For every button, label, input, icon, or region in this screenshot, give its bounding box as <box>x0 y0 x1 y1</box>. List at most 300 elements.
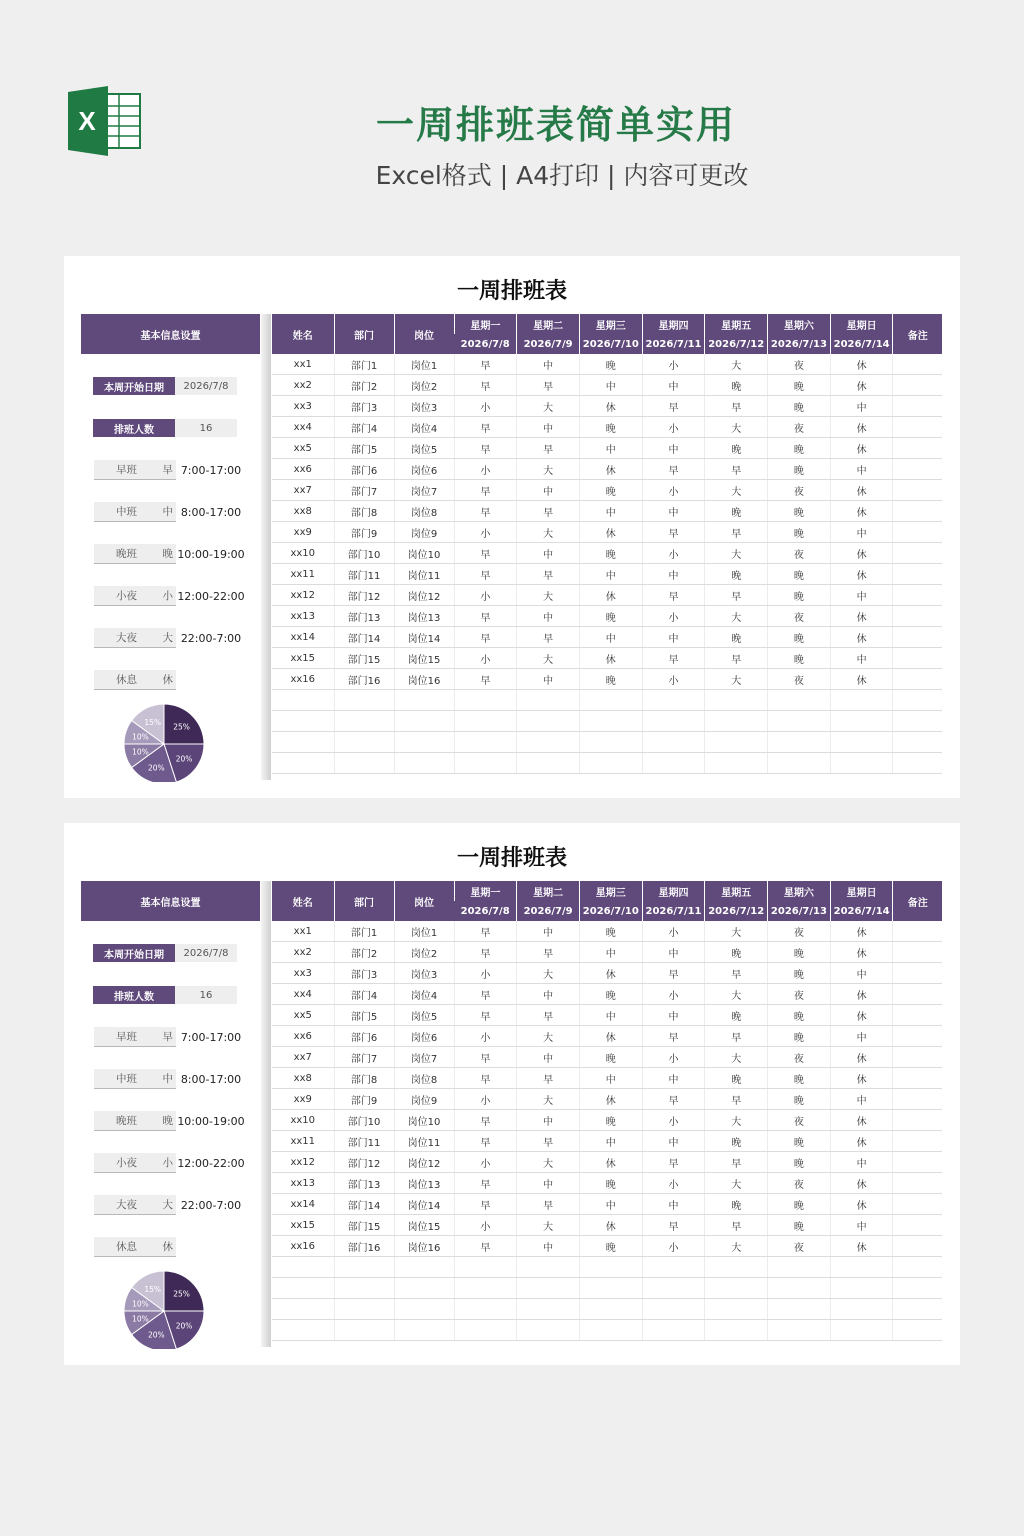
table-cell[interactable]: 早 <box>454 984 517 1005</box>
table-cell[interactable]: 晚 <box>768 1089 831 1110</box>
table-cell[interactable]: 部门15 <box>334 1215 394 1236</box>
table-cell[interactable]: 晚 <box>705 375 768 396</box>
table-cell[interactable] <box>642 1257 705 1278</box>
table-cell[interactable] <box>893 1194 942 1215</box>
table-cell[interactable]: 中 <box>642 942 705 963</box>
table-cell[interactable]: 中 <box>642 438 705 459</box>
shift-time[interactable]: 8:00-17:00 <box>180 505 242 519</box>
table-cell[interactable]: 小 <box>454 396 517 417</box>
table-cell[interactable] <box>517 1299 580 1320</box>
table-cell[interactable]: 休 <box>579 1089 642 1110</box>
table-cell[interactable]: 大 <box>705 984 768 1005</box>
table-cell[interactable]: xx12 <box>272 585 334 606</box>
table-cell[interactable]: 休 <box>830 438 893 459</box>
table-cell[interactable] <box>394 1257 454 1278</box>
table-cell[interactable]: 早 <box>454 1110 517 1131</box>
table-cell[interactable]: 中 <box>830 1026 893 1047</box>
table-cell[interactable] <box>893 1068 942 1089</box>
table-cell[interactable] <box>579 690 642 711</box>
table-cell[interactable]: 大 <box>517 396 580 417</box>
table-cell[interactable]: 大 <box>705 606 768 627</box>
table-cell[interactable]: 岗位6 <box>394 459 454 480</box>
table-cell[interactable] <box>642 1320 705 1341</box>
table-cell[interactable]: 小 <box>642 669 705 690</box>
table-cell[interactable]: 休 <box>830 417 893 438</box>
start-date-value[interactable]: 2026/7/8 <box>175 377 237 395</box>
table-cell[interactable]: 中 <box>579 375 642 396</box>
table-cell[interactable] <box>454 1320 517 1341</box>
table-cell[interactable]: xx9 <box>272 522 334 543</box>
table-cell[interactable]: 休 <box>579 1026 642 1047</box>
table-cell[interactable]: xx8 <box>272 1068 334 1089</box>
table-cell[interactable]: 部门2 <box>334 375 394 396</box>
table-cell[interactable] <box>768 753 831 774</box>
table-cell[interactable]: 早 <box>517 438 580 459</box>
table-cell[interactable]: 早 <box>454 1068 517 1089</box>
table-cell[interactable]: 部门4 <box>334 417 394 438</box>
table-cell[interactable]: 小 <box>642 1110 705 1131</box>
table-cell[interactable] <box>893 438 942 459</box>
table-cell[interactable]: 休 <box>830 921 893 942</box>
table-cell[interactable] <box>768 711 831 732</box>
table-cell[interactable] <box>893 522 942 543</box>
table-cell[interactable] <box>830 1320 893 1341</box>
table-cell[interactable]: 岗位15 <box>394 648 454 669</box>
table-cell[interactable]: 早 <box>705 1215 768 1236</box>
table-cell[interactable]: 晚 <box>705 501 768 522</box>
table-cell[interactable] <box>579 1299 642 1320</box>
table-cell[interactable] <box>394 1299 454 1320</box>
table-cell[interactable]: 岗位4 <box>394 417 454 438</box>
table-cell[interactable]: 小 <box>642 1236 705 1257</box>
table-cell[interactable] <box>893 480 942 501</box>
table-cell[interactable]: 部门15 <box>334 648 394 669</box>
table-cell[interactable] <box>893 1320 942 1341</box>
table-cell[interactable]: xx6 <box>272 459 334 480</box>
table-cell[interactable]: 休 <box>579 522 642 543</box>
table-cell[interactable]: 小 <box>454 459 517 480</box>
table-cell[interactable]: 中 <box>517 417 580 438</box>
table-cell[interactable]: xx1 <box>272 921 334 942</box>
table-cell[interactable] <box>272 1320 334 1341</box>
table-cell[interactable] <box>454 1278 517 1299</box>
table-cell[interactable] <box>334 1278 394 1299</box>
table-cell[interactable]: 休 <box>830 606 893 627</box>
table-cell[interactable]: 中 <box>642 1068 705 1089</box>
table-cell[interactable]: 中 <box>517 480 580 501</box>
table-cell[interactable]: 中 <box>579 1005 642 1026</box>
table-cell[interactable]: 大 <box>705 1047 768 1068</box>
table-cell[interactable]: 晚 <box>579 354 642 375</box>
table-cell[interactable]: 早 <box>642 396 705 417</box>
table-cell[interactable]: 岗位7 <box>394 480 454 501</box>
table-cell[interactable]: 岗位5 <box>394 438 454 459</box>
table-cell[interactable] <box>272 753 334 774</box>
table-cell[interactable] <box>893 1257 942 1278</box>
table-cell[interactable] <box>334 690 394 711</box>
table-cell[interactable]: 部门11 <box>334 1131 394 1152</box>
table-cell[interactable] <box>893 669 942 690</box>
table-cell[interactable] <box>893 1152 942 1173</box>
table-cell[interactable]: 早 <box>517 1131 580 1152</box>
table-cell[interactable]: xx6 <box>272 1026 334 1047</box>
table-cell[interactable] <box>893 459 942 480</box>
table-cell[interactable]: 小 <box>454 1089 517 1110</box>
table-cell[interactable]: xx7 <box>272 1047 334 1068</box>
table-cell[interactable]: 中 <box>517 606 580 627</box>
table-cell[interactable]: 部门2 <box>334 942 394 963</box>
table-cell[interactable] <box>579 1278 642 1299</box>
table-cell[interactable]: 中 <box>517 1110 580 1131</box>
table-cell[interactable] <box>768 690 831 711</box>
shift-time[interactable]: 10:00-19:00 <box>177 547 245 561</box>
table-cell[interactable] <box>893 375 942 396</box>
table-cell[interactable]: 休 <box>830 480 893 501</box>
table-cell[interactable] <box>830 753 893 774</box>
table-cell[interactable]: 中 <box>579 942 642 963</box>
table-cell[interactable]: 晚 <box>705 1131 768 1152</box>
table-cell[interactable]: 休 <box>830 1005 893 1026</box>
table-cell[interactable]: 大 <box>705 1173 768 1194</box>
table-cell[interactable]: 休 <box>579 585 642 606</box>
table-cell[interactable]: 晚 <box>705 942 768 963</box>
table-cell[interactable]: 中 <box>579 564 642 585</box>
table-cell[interactable]: xx13 <box>272 1173 334 1194</box>
table-cell[interactable]: 休 <box>830 627 893 648</box>
table-cell[interactable]: 大 <box>517 1089 580 1110</box>
table-cell[interactable]: 小 <box>454 963 517 984</box>
table-cell[interactable]: xx14 <box>272 1194 334 1215</box>
table-cell[interactable] <box>454 1299 517 1320</box>
table-cell[interactable]: 部门6 <box>334 459 394 480</box>
table-cell[interactable]: 晚 <box>768 375 831 396</box>
table-cell[interactable]: 中 <box>830 648 893 669</box>
table-cell[interactable]: 早 <box>642 585 705 606</box>
table-cell[interactable]: 休 <box>579 459 642 480</box>
table-cell[interactable]: 部门5 <box>334 1005 394 1026</box>
table-cell[interactable] <box>830 1278 893 1299</box>
table-cell[interactable]: 大 <box>517 1152 580 1173</box>
table-cell[interactable] <box>394 1278 454 1299</box>
table-cell[interactable]: 岗位9 <box>394 522 454 543</box>
table-cell[interactable]: xx3 <box>272 396 334 417</box>
table-cell[interactable]: xx3 <box>272 963 334 984</box>
table-cell[interactable]: 早 <box>642 1026 705 1047</box>
table-cell[interactable]: 晚 <box>579 480 642 501</box>
table-cell[interactable] <box>893 963 942 984</box>
table-cell[interactable]: xx11 <box>272 564 334 585</box>
table-cell[interactable]: xx13 <box>272 606 334 627</box>
table-cell[interactable] <box>454 1257 517 1278</box>
table-cell[interactable]: 晚 <box>705 1194 768 1215</box>
table-cell[interactable]: 晚 <box>768 627 831 648</box>
shift-time[interactable] <box>176 670 246 690</box>
table-cell[interactable]: 晚 <box>768 963 831 984</box>
table-cell[interactable]: 晚 <box>768 1215 831 1236</box>
table-cell[interactable]: xx4 <box>272 417 334 438</box>
table-cell[interactable] <box>705 711 768 732</box>
table-cell[interactable]: 岗位3 <box>394 963 454 984</box>
table-cell[interactable]: 早 <box>517 1194 580 1215</box>
table-cell[interactable]: 早 <box>454 1236 517 1257</box>
table-cell[interactable]: 晚 <box>768 522 831 543</box>
table-cell[interactable] <box>893 648 942 669</box>
table-cell[interactable] <box>893 606 942 627</box>
table-cell[interactable]: 部门7 <box>334 480 394 501</box>
shift-time[interactable]: 12:00-22:00 <box>177 589 245 603</box>
table-cell[interactable] <box>334 753 394 774</box>
table-cell[interactable]: 中 <box>830 963 893 984</box>
table-cell[interactable]: 晚 <box>768 942 831 963</box>
table-cell[interactable]: 早 <box>454 1173 517 1194</box>
table-cell[interactable]: 大 <box>517 963 580 984</box>
table-cell[interactable]: xx7 <box>272 480 334 501</box>
table-cell[interactable]: 早 <box>454 606 517 627</box>
table-cell[interactable]: 早 <box>454 438 517 459</box>
table-cell[interactable]: 休 <box>830 375 893 396</box>
table-cell[interactable]: 中 <box>517 1173 580 1194</box>
table-cell[interactable] <box>334 711 394 732</box>
table-cell[interactable]: 早 <box>517 1068 580 1089</box>
table-cell[interactable]: 岗位7 <box>394 1047 454 1068</box>
table-cell[interactable]: 夜 <box>768 1047 831 1068</box>
shift-time[interactable]: 12:00-22:00 <box>177 1156 245 1170</box>
table-cell[interactable]: 晚 <box>579 1236 642 1257</box>
table-cell[interactable] <box>893 585 942 606</box>
table-cell[interactable] <box>893 417 942 438</box>
table-cell[interactable]: 岗位9 <box>394 1089 454 1110</box>
table-cell[interactable] <box>272 1257 334 1278</box>
table-cell[interactable]: 部门10 <box>334 543 394 564</box>
table-cell[interactable]: 部门16 <box>334 669 394 690</box>
table-cell[interactable]: 早 <box>705 963 768 984</box>
table-cell[interactable]: 休 <box>830 1110 893 1131</box>
table-cell[interactable]: 部门14 <box>334 1194 394 1215</box>
table-cell[interactable]: 晚 <box>768 396 831 417</box>
table-cell[interactable]: 中 <box>517 1047 580 1068</box>
table-cell[interactable]: 小 <box>642 480 705 501</box>
table-cell[interactable] <box>768 1299 831 1320</box>
table-cell[interactable]: 休 <box>830 564 893 585</box>
table-cell[interactable]: 岗位8 <box>394 1068 454 1089</box>
table-cell[interactable]: 早 <box>642 1152 705 1173</box>
table-cell[interactable] <box>893 1236 942 1257</box>
table-cell[interactable] <box>454 711 517 732</box>
table-cell[interactable]: 夜 <box>768 921 831 942</box>
table-cell[interactable]: 岗位14 <box>394 1194 454 1215</box>
table-cell[interactable] <box>893 1026 942 1047</box>
table-cell[interactable]: 大 <box>705 480 768 501</box>
table-cell[interactable]: xx14 <box>272 627 334 648</box>
table-cell[interactable] <box>334 1299 394 1320</box>
table-cell[interactable] <box>454 690 517 711</box>
table-cell[interactable]: 早 <box>517 1005 580 1026</box>
table-cell[interactable]: 大 <box>517 1026 580 1047</box>
table-cell[interactable] <box>517 753 580 774</box>
table-cell[interactable]: 休 <box>830 669 893 690</box>
table-cell[interactable]: 岗位2 <box>394 375 454 396</box>
table-cell[interactable]: 中 <box>830 1152 893 1173</box>
table-cell[interactable] <box>768 1278 831 1299</box>
table-cell[interactable]: 休 <box>830 1068 893 1089</box>
table-cell[interactable]: xx5 <box>272 1005 334 1026</box>
table-cell[interactable]: 大 <box>517 1215 580 1236</box>
table-cell[interactable] <box>893 396 942 417</box>
table-cell[interactable] <box>893 1173 942 1194</box>
table-cell[interactable]: 早 <box>642 522 705 543</box>
table-cell[interactable]: 晚 <box>768 585 831 606</box>
table-cell[interactable]: 大 <box>705 417 768 438</box>
table-cell[interactable] <box>830 1299 893 1320</box>
table-cell[interactable]: xx5 <box>272 438 334 459</box>
table-cell[interactable]: 中 <box>642 1131 705 1152</box>
table-cell[interactable]: 休 <box>579 648 642 669</box>
table-cell[interactable]: 早 <box>454 354 517 375</box>
table-cell[interactable]: 中 <box>642 1194 705 1215</box>
table-cell[interactable]: xx2 <box>272 942 334 963</box>
table-cell[interactable] <box>272 1278 334 1299</box>
table-cell[interactable]: 大 <box>705 354 768 375</box>
table-cell[interactable]: xx15 <box>272 1215 334 1236</box>
table-cell[interactable]: 岗位2 <box>394 942 454 963</box>
table-cell[interactable] <box>579 1257 642 1278</box>
shift-time[interactable]: 10:00-19:00 <box>177 1114 245 1128</box>
table-cell[interactable] <box>579 1320 642 1341</box>
table-cell[interactable] <box>893 1110 942 1131</box>
table-cell[interactable]: 夜 <box>768 543 831 564</box>
table-cell[interactable] <box>394 690 454 711</box>
table-cell[interactable]: 岗位14 <box>394 627 454 648</box>
table-cell[interactable]: 夜 <box>768 354 831 375</box>
table-cell[interactable] <box>517 1257 580 1278</box>
table-cell[interactable]: 休 <box>830 501 893 522</box>
table-cell[interactable]: 中 <box>517 669 580 690</box>
table-cell[interactable]: 部门3 <box>334 963 394 984</box>
table-cell[interactable]: 休 <box>830 1173 893 1194</box>
table-cell[interactable]: 早 <box>454 1005 517 1026</box>
table-cell[interactable] <box>394 1320 454 1341</box>
table-cell[interactable]: 部门1 <box>334 921 394 942</box>
table-cell[interactable]: 中 <box>830 459 893 480</box>
table-cell[interactable]: 岗位10 <box>394 543 454 564</box>
table-cell[interactable]: 部门16 <box>334 1236 394 1257</box>
table-cell[interactable]: 小 <box>642 1173 705 1194</box>
table-cell[interactable]: 部门9 <box>334 522 394 543</box>
table-cell[interactable] <box>893 1047 942 1068</box>
table-cell[interactable]: 晚 <box>579 606 642 627</box>
table-cell[interactable]: 岗位4 <box>394 984 454 1005</box>
shift-time[interactable] <box>176 1237 246 1257</box>
table-cell[interactable]: 小 <box>642 543 705 564</box>
table-cell[interactable]: 早 <box>454 564 517 585</box>
table-cell[interactable]: 休 <box>579 396 642 417</box>
table-cell[interactable]: 早 <box>705 1089 768 1110</box>
table-cell[interactable]: 岗位12 <box>394 1152 454 1173</box>
table-cell[interactable] <box>893 921 942 942</box>
table-cell[interactable] <box>705 1257 768 1278</box>
table-cell[interactable] <box>705 690 768 711</box>
table-cell[interactable]: 小 <box>454 1152 517 1173</box>
table-cell[interactable] <box>272 711 334 732</box>
table-cell[interactable]: 晚 <box>768 1005 831 1026</box>
table-cell[interactable]: 晚 <box>579 1047 642 1068</box>
table-cell[interactable]: 晚 <box>768 1194 831 1215</box>
table-cell[interactable]: 休 <box>830 1194 893 1215</box>
table-cell[interactable]: xx1 <box>272 354 334 375</box>
table-cell[interactable]: 部门5 <box>334 438 394 459</box>
table-cell[interactable]: 早 <box>517 942 580 963</box>
table-cell[interactable]: 早 <box>454 480 517 501</box>
table-cell[interactable]: 中 <box>579 1131 642 1152</box>
table-cell[interactable]: xx15 <box>272 648 334 669</box>
table-cell[interactable]: 部门8 <box>334 1068 394 1089</box>
table-cell[interactable]: xx11 <box>272 1131 334 1152</box>
table-cell[interactable]: 晚 <box>705 564 768 585</box>
table-cell[interactable]: 小 <box>454 1026 517 1047</box>
table-cell[interactable]: 中 <box>830 585 893 606</box>
table-cell[interactable]: 晚 <box>768 501 831 522</box>
table-cell[interactable] <box>334 732 394 753</box>
table-cell[interactable] <box>705 1278 768 1299</box>
table-cell[interactable] <box>893 564 942 585</box>
table-cell[interactable] <box>768 1257 831 1278</box>
table-cell[interactable]: 夜 <box>768 1236 831 1257</box>
table-cell[interactable]: 休 <box>830 1236 893 1257</box>
table-cell[interactable] <box>893 627 942 648</box>
table-cell[interactable]: 晚 <box>768 438 831 459</box>
table-cell[interactable]: xx8 <box>272 501 334 522</box>
table-cell[interactable]: xx12 <box>272 1152 334 1173</box>
table-cell[interactable] <box>517 732 580 753</box>
table-cell[interactable]: 休 <box>830 1131 893 1152</box>
table-cell[interactable]: 晚 <box>768 564 831 585</box>
table-cell[interactable]: 休 <box>830 942 893 963</box>
table-cell[interactable]: 岗位3 <box>394 396 454 417</box>
table-cell[interactable] <box>272 690 334 711</box>
table-cell[interactable]: 岗位10 <box>394 1110 454 1131</box>
table-cell[interactable]: 早 <box>642 1089 705 1110</box>
table-cell[interactable]: 大 <box>517 522 580 543</box>
table-cell[interactable]: 早 <box>454 501 517 522</box>
table-cell[interactable] <box>454 753 517 774</box>
table-cell[interactable]: 岗位11 <box>394 564 454 585</box>
table-cell[interactable] <box>454 732 517 753</box>
table-cell[interactable] <box>334 1320 394 1341</box>
table-cell[interactable] <box>394 711 454 732</box>
table-cell[interactable]: 小 <box>642 417 705 438</box>
table-cell[interactable]: 小 <box>642 984 705 1005</box>
table-cell[interactable] <box>768 732 831 753</box>
table-cell[interactable]: 晚 <box>579 669 642 690</box>
table-cell[interactable] <box>893 711 942 732</box>
table-cell[interactable]: 晚 <box>579 921 642 942</box>
table-cell[interactable]: 晚 <box>768 459 831 480</box>
table-cell[interactable]: 晚 <box>705 1068 768 1089</box>
table-cell[interactable] <box>893 1278 942 1299</box>
table-cell[interactable] <box>579 753 642 774</box>
table-cell[interactable]: 小 <box>642 921 705 942</box>
table-cell[interactable] <box>642 732 705 753</box>
table-cell[interactable]: 中 <box>579 1194 642 1215</box>
table-cell[interactable]: 岗位13 <box>394 1173 454 1194</box>
table-cell[interactable]: 早 <box>705 1152 768 1173</box>
table-cell[interactable]: 岗位16 <box>394 669 454 690</box>
table-cell[interactable]: 岗位8 <box>394 501 454 522</box>
shift-time[interactable]: 22:00-7:00 <box>180 1198 242 1212</box>
table-cell[interactable]: 小 <box>642 606 705 627</box>
table-cell[interactable]: 中 <box>830 396 893 417</box>
table-cell[interactable]: 早 <box>454 942 517 963</box>
